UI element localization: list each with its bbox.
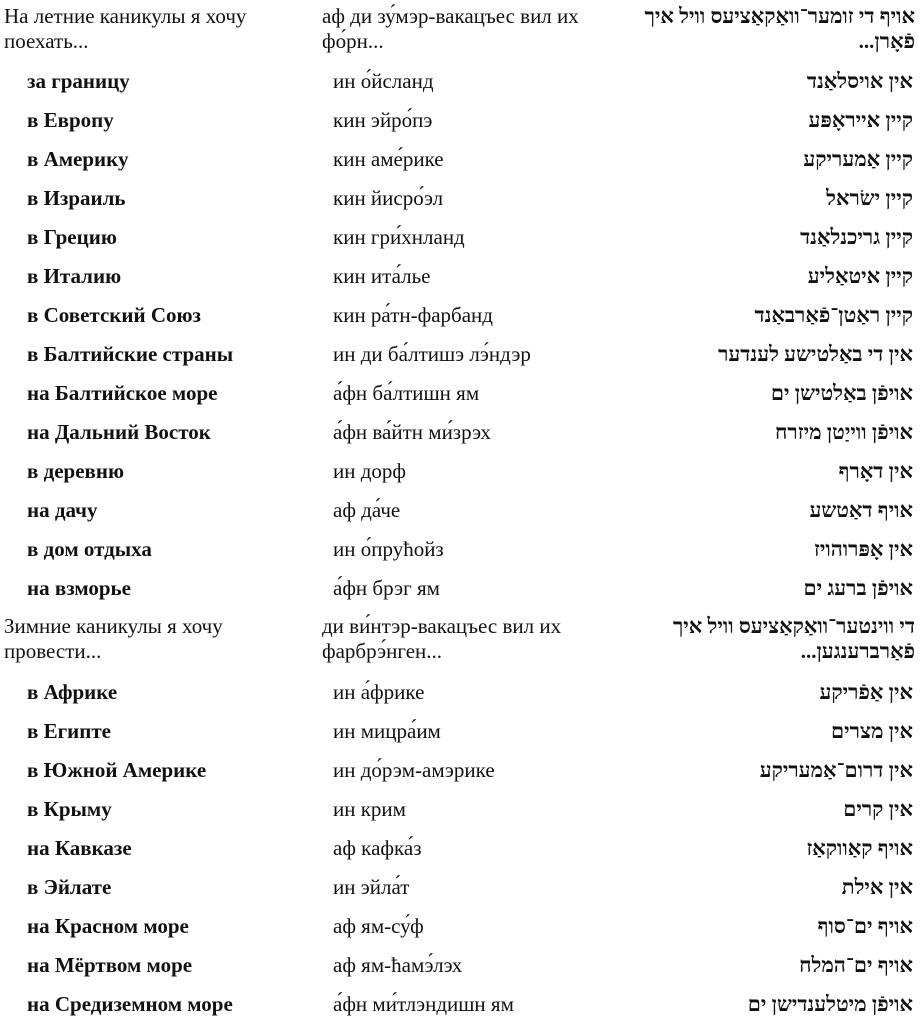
phrase-russian: в Балтийские страны <box>27 342 234 366</box>
summer-row <box>0 222 921 261</box>
phrase-yiddish: אויפֿן מיטלענדישן ים <box>747 992 913 1016</box>
phrase-transliteration: кин йисро́эл <box>333 186 444 210</box>
phrase-russian: в Италию <box>27 264 122 288</box>
phrase-yiddish: אין מצרים <box>831 719 913 743</box>
phrase-yiddish: אין אילת <box>841 875 913 899</box>
summer-row <box>0 573 921 612</box>
phrase-transliteration: ин до́рэм-амэрике <box>333 758 495 782</box>
phrase-yiddish: אויף ים־המלח <box>799 953 913 977</box>
phrase-russian: в Грецию <box>27 225 117 249</box>
summer-row <box>0 495 921 534</box>
summer-row <box>0 144 921 183</box>
summer-header-transliteration: аф ди зу́мэр-вакацъес вил их фо́рн... <box>322 4 579 53</box>
phrase-transliteration: ин ди ба́лтишэ лэ́ндэр <box>333 342 531 366</box>
winter-row <box>0 716 921 755</box>
phrase-transliteration: ин о́йсланд <box>333 69 434 93</box>
summer-row <box>0 300 921 339</box>
phrase-russian: на Балтийское море <box>27 381 218 405</box>
phrase-transliteration: аф ям-су́ф <box>333 914 424 938</box>
phrase-transliteration: кин эйро́пэ <box>333 108 433 132</box>
phrase-russian: на взморье <box>27 576 131 600</box>
phrase-russian: в Израиль <box>27 186 126 210</box>
phrase-yiddish: אויפֿן ברעג ים <box>803 576 913 600</box>
phrase-yiddish: אויף דאַטשע <box>809 498 913 522</box>
phrase-russian: на Кавказе <box>27 836 132 860</box>
phrase-yiddish: קיין אַמעריקע <box>803 147 913 171</box>
phrase-transliteration: а́фн ва́йтн ми́зрэх <box>333 420 491 444</box>
phrase-yiddish: קיין ראַטן־פֿאַרבאַנד <box>754 303 913 327</box>
phrase-transliteration: кин гри́хнланд <box>333 225 465 249</box>
phrase-transliteration: кин ита́лье <box>333 264 431 288</box>
phrase-yiddish: קיין אייראָפּע <box>808 108 913 132</box>
phrase-russian: на Средиземном море <box>27 992 233 1016</box>
phrase-transliteration: ин а́фрике <box>333 680 425 704</box>
phrase-transliteration: а́фн брэг ям <box>333 576 440 600</box>
phrase-russian: на Дальний Восток <box>27 420 211 444</box>
phrase-yiddish: אין די באַלטישע לענדער <box>718 342 913 366</box>
phrase-transliteration: а́фн ба́лтишн ям <box>333 381 480 405</box>
phrase-transliteration: кин аме́рике <box>333 147 444 171</box>
phrase-russian: на Мёртвом море <box>27 953 193 977</box>
phrase-transliteration: ин дорф <box>333 459 407 483</box>
summer-row <box>0 339 921 378</box>
phrase-yiddish: אויפֿן באַלטישן ים <box>770 381 913 405</box>
phrase-yiddish: אויף ים־סוף <box>817 914 913 938</box>
phrase-transliteration: ин мицра́им <box>333 719 441 743</box>
phrase-yiddish: אין קרים <box>843 797 913 821</box>
phrase-yiddish: אויף קאַווקאַז <box>806 836 913 860</box>
winter-header-yiddish: די ווינטער־וואַקאַציעס וויל איך פֿאַרברענגען... <box>672 614 915 663</box>
phrase-russian: в деревню <box>27 459 125 483</box>
phrase-russian: в Южной Америке <box>27 758 207 782</box>
phrase-transliteration: ин о́прућойз <box>333 537 444 561</box>
phrase-transliteration: аф да́че <box>333 498 401 522</box>
phrase-yiddish: אין דרום־אַמעריקע <box>759 758 913 782</box>
phrase-yiddish: קיין איטאַליע <box>807 264 913 288</box>
winter-row <box>0 677 921 716</box>
phrase-transliteration: а́фн ми́тлэндишн ям <box>333 992 514 1016</box>
winter-header-transliteration: ди ви́нтэр-вакацъес вил их фарбрэ́нген... <box>322 614 562 663</box>
winter-row <box>0 794 921 833</box>
summer-row <box>0 534 921 573</box>
summer-header-yiddish: אויף די זומער־וואַקאַציעס וויל איך פֿאָרן... <box>644 4 915 53</box>
phrase-russian: на дачу <box>27 498 98 522</box>
summer-row <box>0 183 921 222</box>
phrase-russian: в дом отдыха <box>27 537 152 561</box>
winter-row <box>0 755 921 794</box>
winter-row <box>0 911 921 950</box>
winter-section-header <box>0 614 921 674</box>
phrase-yiddish: אויפֿן ווייַטן מיזרח <box>775 420 913 444</box>
phrase-russian: в Африке <box>27 680 118 704</box>
phrase-yiddish: קיין ישׂראל <box>826 186 913 210</box>
phrase-russian: за границу <box>27 69 130 93</box>
winter-row <box>0 872 921 911</box>
phrase-transliteration: кин ра́тн-фарбанд <box>333 303 493 327</box>
phrase-yiddish: אין אָפּרוהויז <box>813 537 913 561</box>
phrase-russian: в Крыму <box>27 797 112 821</box>
phrase-transliteration: аф кафка́з <box>333 836 422 860</box>
winter-header-russian: Зимние каникулы я хочу провести... <box>4 614 223 663</box>
phrase-russian: в Америку <box>27 147 129 171</box>
winter-row <box>0 950 921 989</box>
summer-row <box>0 378 921 417</box>
summer-row <box>0 261 921 300</box>
phrase-transliteration: ин эйла́т <box>333 875 410 899</box>
summer-row <box>0 66 921 105</box>
phrase-yiddish: קיין גריכנלאַנד <box>800 225 913 249</box>
phrase-russian: в Европу <box>27 108 114 132</box>
phrase-transliteration: аф ям-ћамэ́лэх <box>333 953 463 977</box>
winter-row <box>0 989 921 1028</box>
summer-header-russian: На летние каникулы я хочу поехать... <box>4 4 247 53</box>
winter-row <box>0 833 921 872</box>
phrase-yiddish: אין אַפֿריקע <box>819 680 913 704</box>
phrase-russian: на Красном море <box>27 914 189 938</box>
summer-row <box>0 105 921 144</box>
phrase-yiddish: אין דאָרף <box>838 459 913 483</box>
summer-row <box>0 456 921 495</box>
summer-section-header <box>0 4 921 64</box>
phrase-yiddish: אין אויסלאַנד <box>806 69 913 93</box>
phrase-russian: в Эйлате <box>27 875 112 899</box>
phrase-russian: в Египте <box>27 719 111 743</box>
phrase-transliteration: ин крим <box>333 797 406 821</box>
phrase-russian: в Советский Союз <box>27 303 201 327</box>
summer-row <box>0 417 921 456</box>
